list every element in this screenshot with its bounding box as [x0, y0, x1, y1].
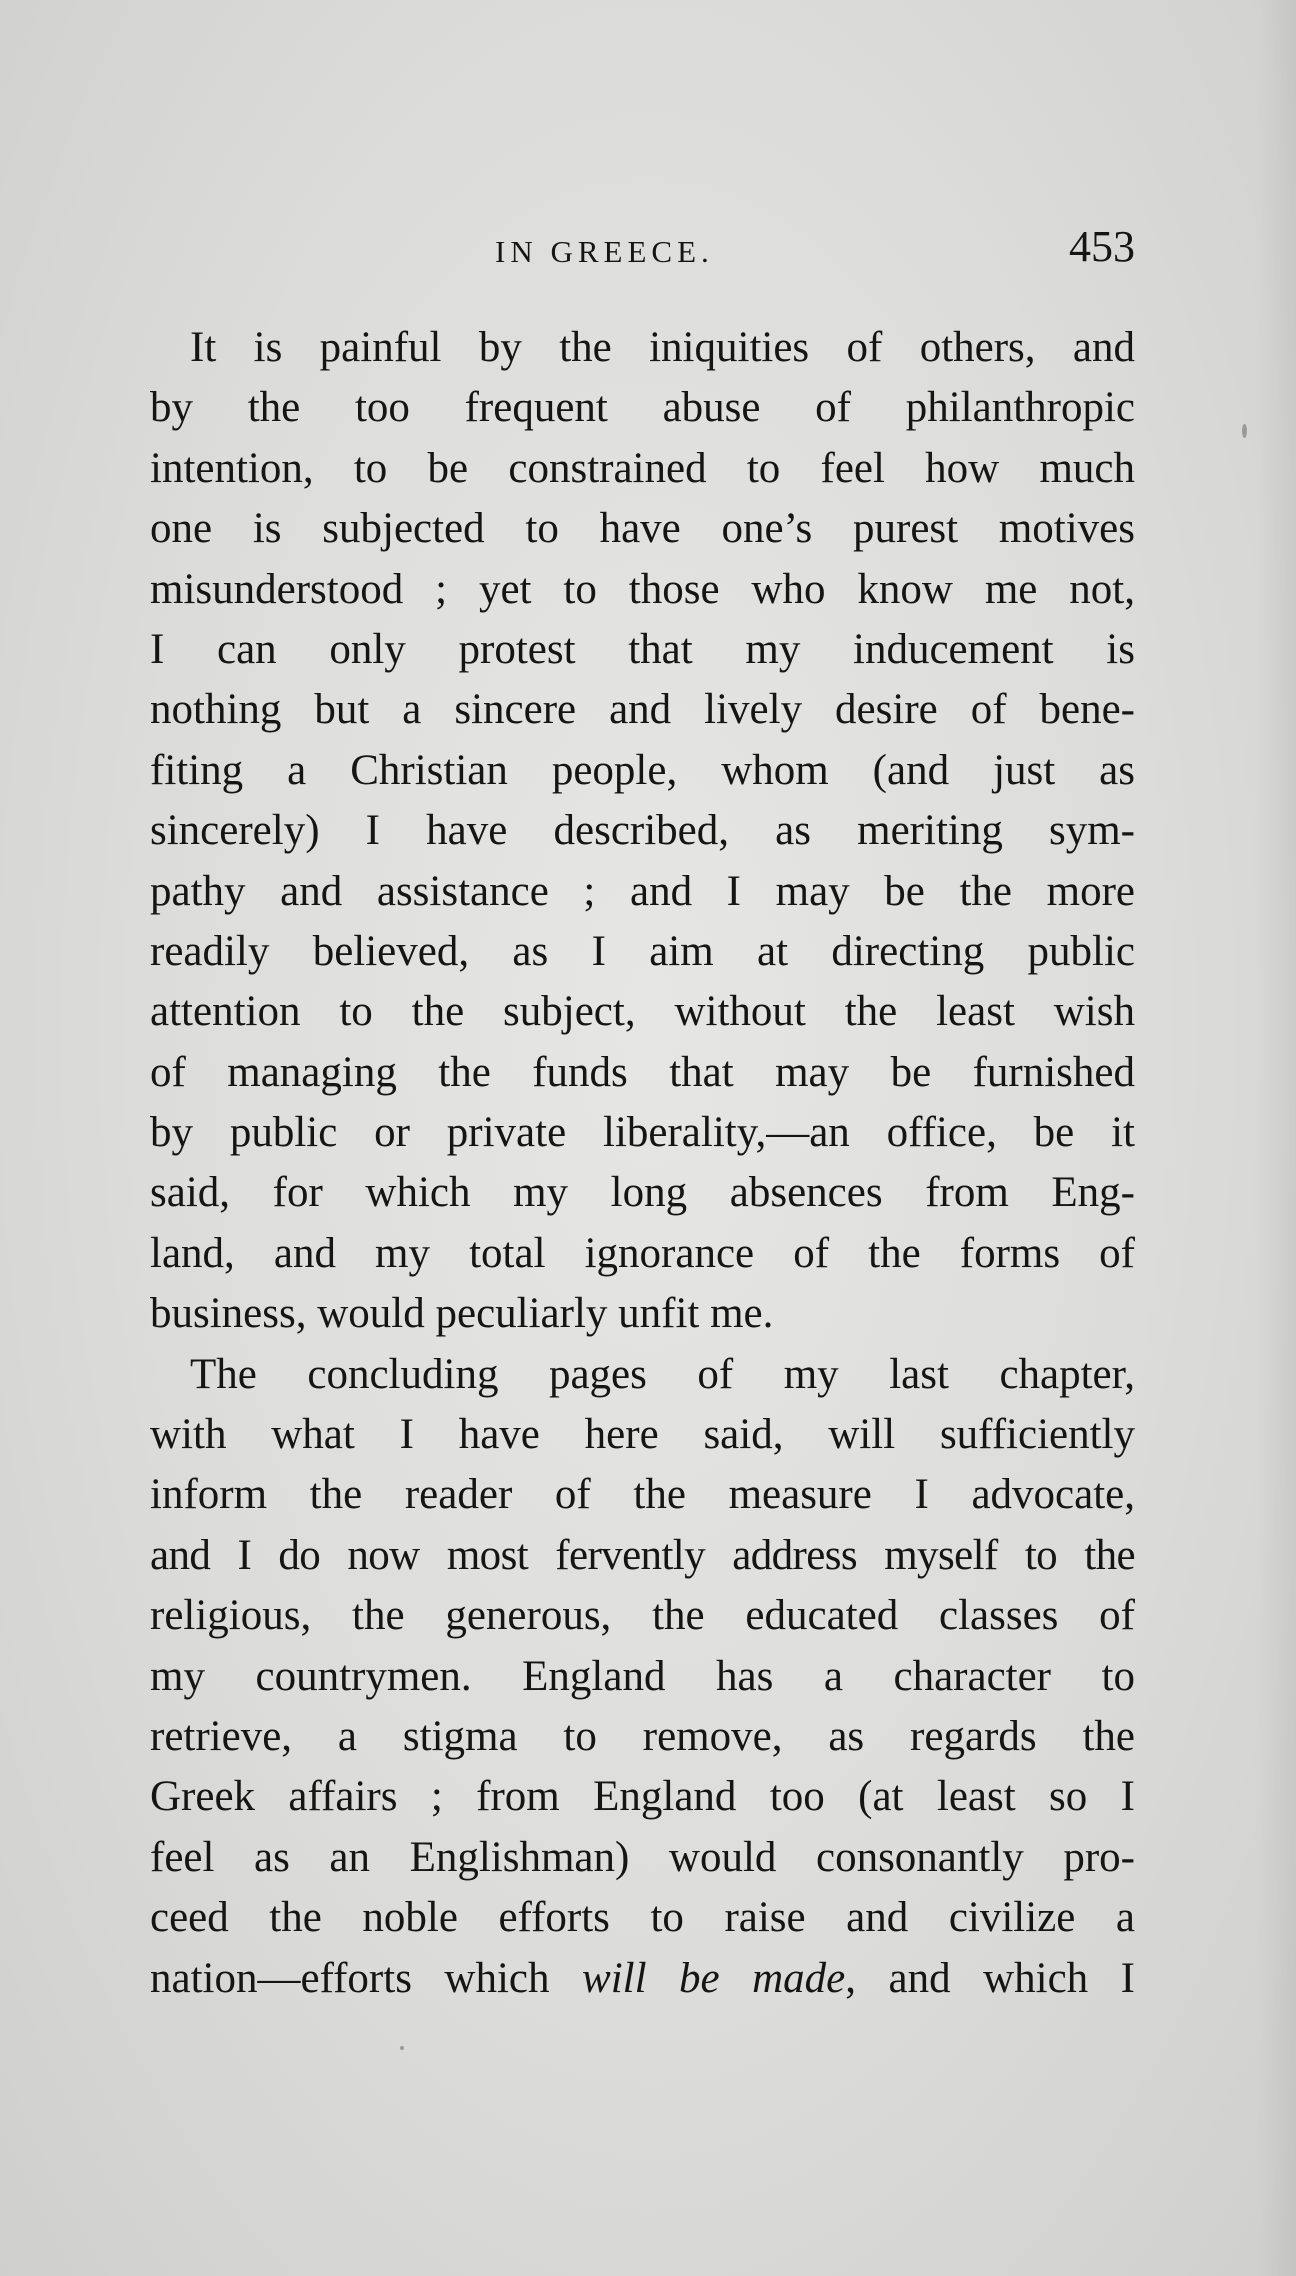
text-line: one is subjected to have one’s purest motives	[150, 505, 1135, 553]
text-line: pathy and assistance ; and I may be the more	[150, 867, 1135, 915]
text-line: with what I have here said, will sufficiently	[150, 1411, 1135, 1459]
text-line: ceed the noble efforts to raise and civilize a	[150, 1894, 1135, 1942]
emphasis-text: will be made	[582, 1954, 846, 2002]
text-line: I can only protest that my inducement is	[150, 625, 1135, 673]
text-line: by public or private liberality,—an office, be it	[150, 1109, 1135, 1157]
body-text	[150, 318, 1135, 2009]
text-line: of managing the funds that may be furnished	[150, 1048, 1135, 1096]
text-line: business, would peculiarly unfit me.	[150, 1290, 774, 1338]
text-line: readily believed, as I aim at directing public	[150, 927, 1135, 975]
running-title: IN GREECE.	[495, 234, 714, 269]
text-line: sincerely) I have described, as meriting sym-	[150, 807, 1135, 855]
text-line: inform the reader of the measure I advocate,	[150, 1471, 1135, 1519]
text-line: said, for which my long absences from Eng-	[150, 1169, 1135, 1217]
text-line: The concluding pages of my last chapter,	[190, 1350, 1135, 1398]
paper-speck	[400, 2046, 404, 2050]
text-line: fiting a Christian people, whom (and just as	[150, 746, 1135, 794]
text-line: and I do now most fervently address myself to the	[150, 1531, 1135, 1579]
text-line: religious, the generous, the educated classes of	[150, 1592, 1135, 1640]
text-line: retrieve, a stigma to remove, as regards the	[150, 1712, 1135, 1760]
text-run: , and which I	[845, 1954, 1135, 2002]
text-line: misunderstood ; yet to those who know me not,	[150, 565, 1135, 613]
text-line: land, and my total ignorance of the forms of	[150, 1229, 1135, 1277]
text-line: nothing but a sincere and lively desire of bene-	[150, 686, 1135, 734]
page-number: 453	[1069, 222, 1135, 271]
text-run: nation—efforts which	[150, 1954, 583, 2002]
text-line: my countrymen. England has a character to	[150, 1652, 1135, 1700]
paper-speck	[1242, 424, 1247, 438]
text-line: feel as an Englishman) would consonantly pro-	[150, 1833, 1135, 1881]
page-edge-shadow	[1256, 0, 1296, 2276]
running-head	[150, 222, 1135, 278]
text-line: by the too frequent abuse of philanthropic	[150, 384, 1135, 432]
text-line-final	[150, 1949, 1135, 2009]
text-line: It is painful by the iniquities of others, and	[190, 324, 1135, 371]
text-line: intention, to be constrained to feel how much	[150, 444, 1135, 492]
text-line: Greek affairs ; from England too (at least so I	[150, 1773, 1135, 1821]
text-line: attention to the subject, without the least wish	[150, 988, 1135, 1036]
